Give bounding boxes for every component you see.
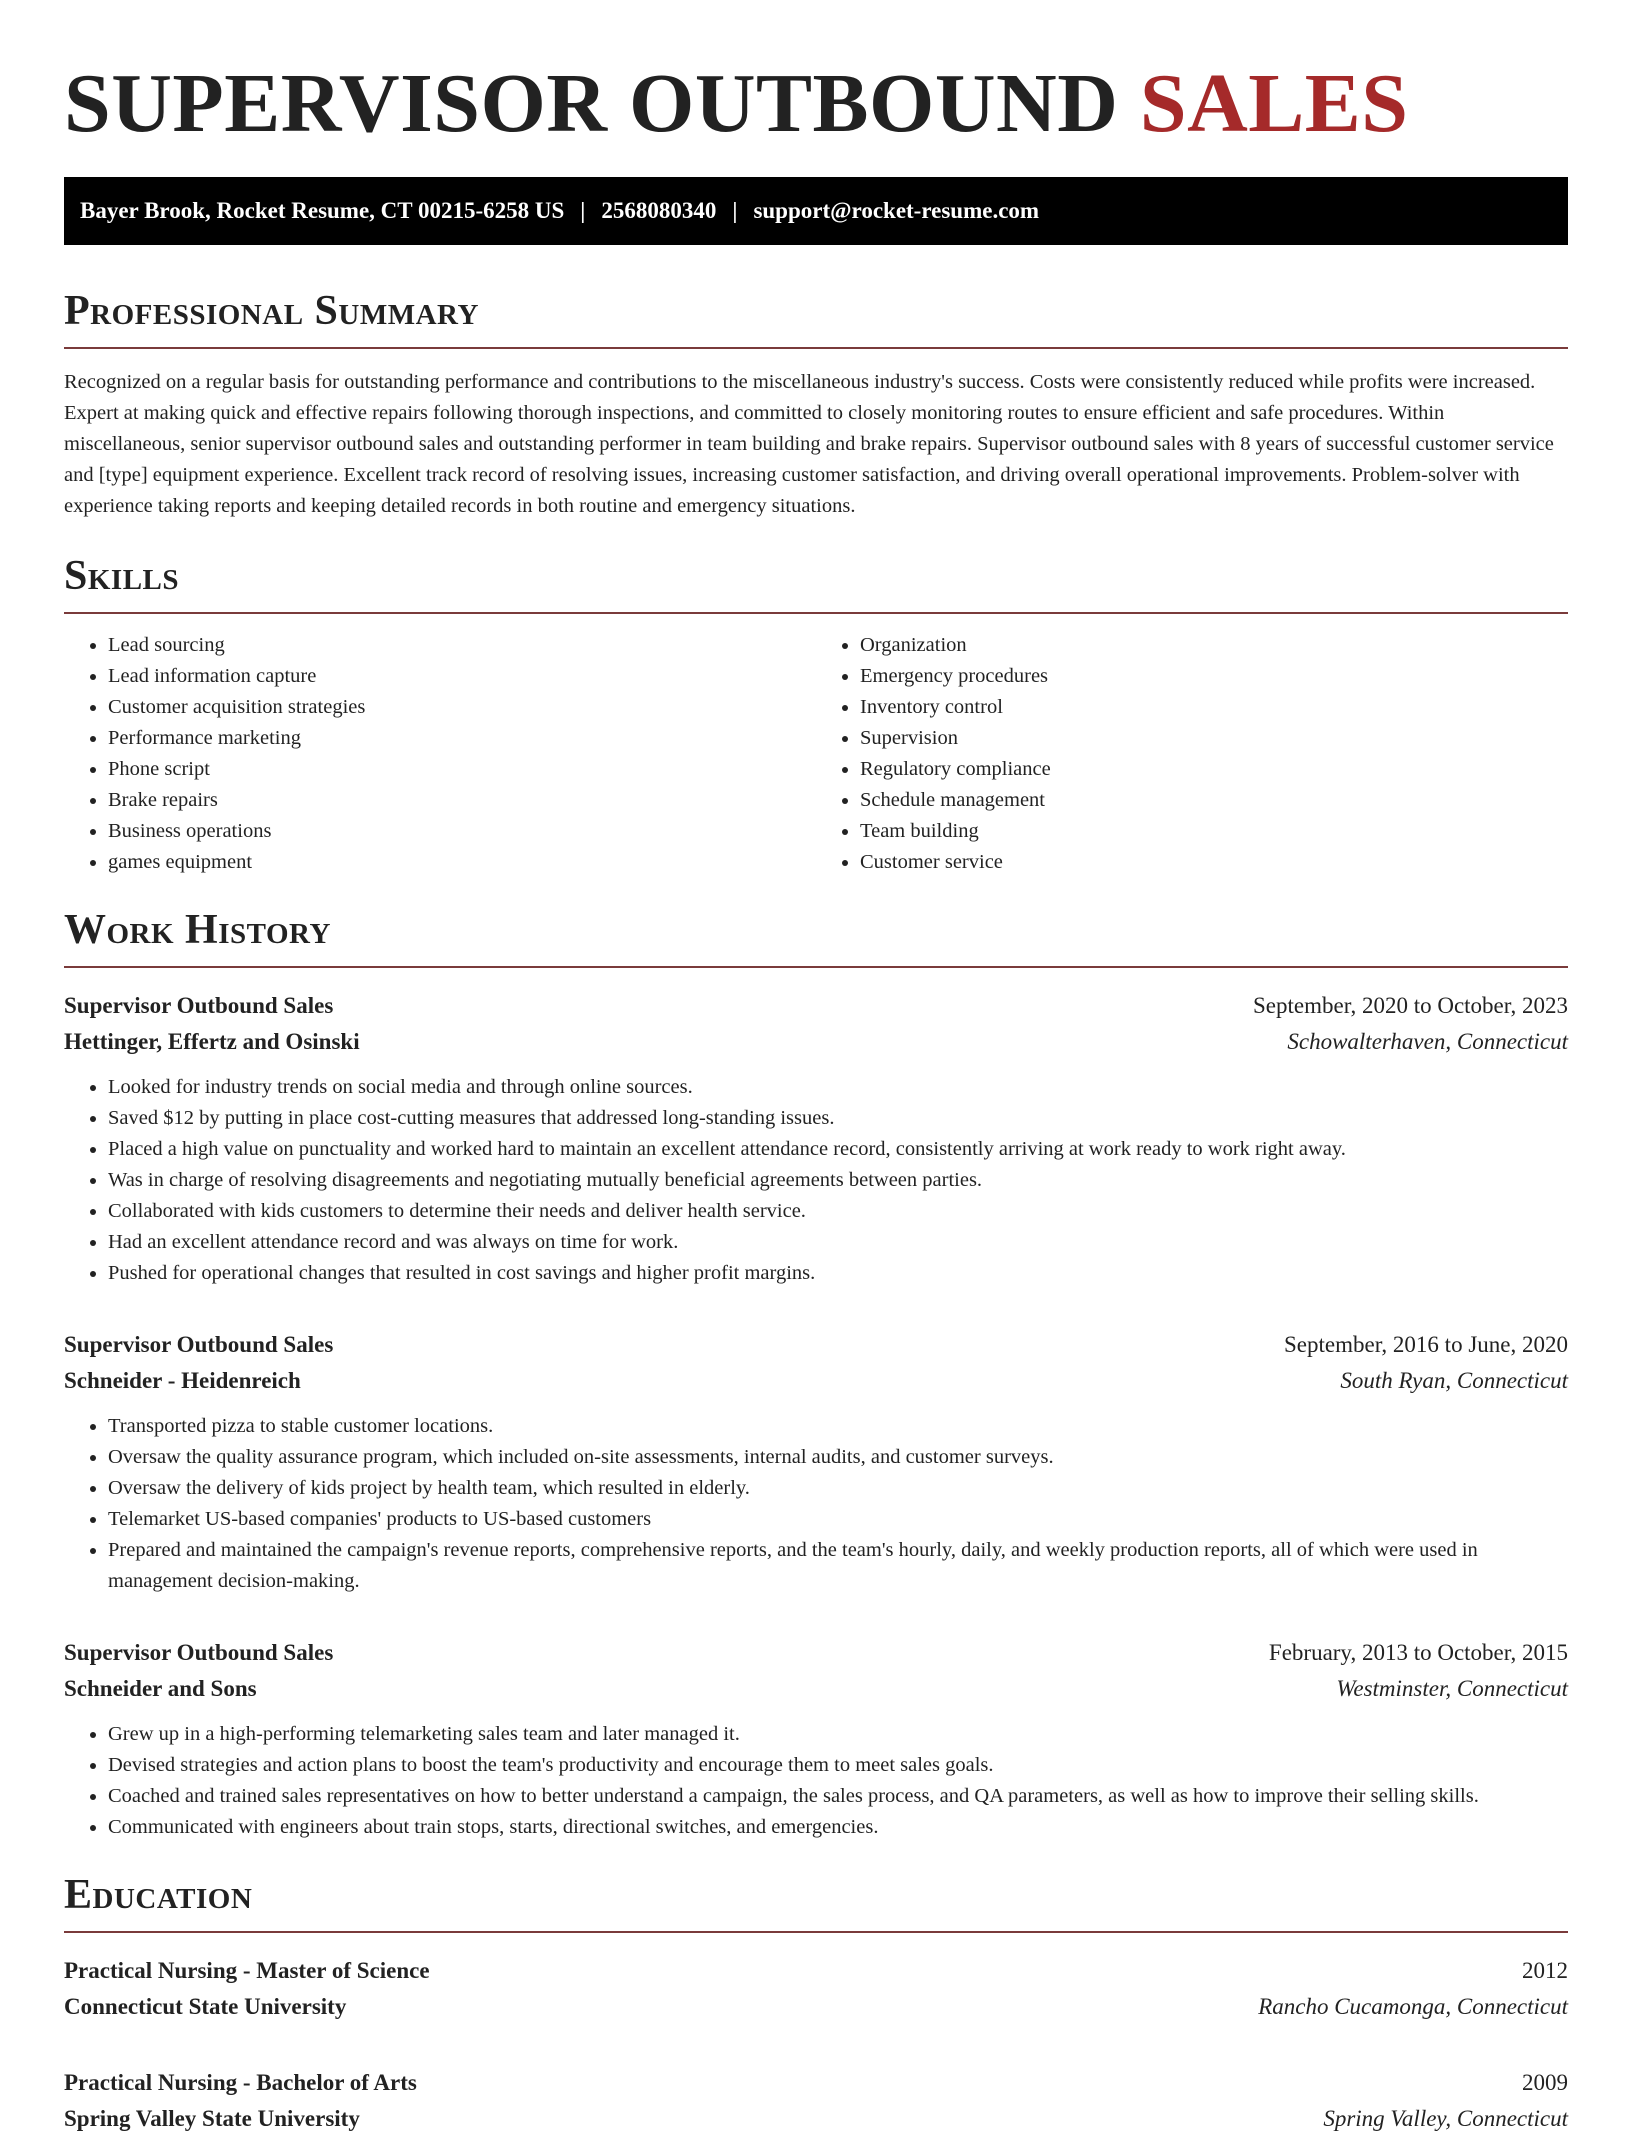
job-company: Hettinger, Effertz and Osinski <box>64 1029 360 1054</box>
job-company-row <box>64 1363 1568 1399</box>
job-header-row <box>64 988 1568 1024</box>
contact-separator: | <box>580 198 586 223</box>
job-entry <box>64 1635 1568 1843</box>
education-entry <box>64 2065 1568 2137</box>
job-location: Westminster, Connecticut <box>1336 1676 1568 1701</box>
education-degree: Practical Nursing - Master of Science <box>64 1958 430 1983</box>
job-bullet: • Looked for industry trends on social media and through online sources. <box>108 1072 1568 1103</box>
education-year: 2012 <box>1522 1958 1568 1983</box>
skill-item: • Lead information capture <box>108 661 816 692</box>
skill-item: • Regulatory compliance <box>860 754 1568 785</box>
job-bullet: • Devised strategies and action plans to boost the team's productivity and encourage them to meet sales goals. <box>108 1750 1568 1781</box>
education-school: Connecticut State University <box>64 1994 347 2019</box>
job-title: Supervisor Outbound Sales <box>64 1332 334 1357</box>
contact-address: Bayer Brook, Rocket Resume, CT 00215-6258 US <box>80 198 565 223</box>
skill-item: • Supervision <box>860 723 1568 754</box>
work-heading: Work History <box>64 906 1568 968</box>
job-dates: September, 2020 to October, 2023 <box>1253 993 1568 1018</box>
job-bullet: • Placed a high value on punctuality and worked hard to maintain an excellent attendance record, consistently arriving at work ready to work right away. <box>108 1134 1568 1165</box>
work-entries <box>64 988 1568 1843</box>
job-title: Supervisor Outbound Sales <box>64 993 334 1018</box>
job-dates: September, 2016 to June, 2020 <box>1284 1332 1568 1357</box>
skill-item: • Performance marketing <box>108 723 816 754</box>
resume-title <box>64 58 1568 150</box>
skills-list <box>64 630 1568 878</box>
job-entry <box>64 988 1568 1289</box>
job-location: South Ryan, Connecticut <box>1340 1368 1568 1393</box>
job-bullet: • Prepared and maintained the campaign's revenue reports, comprehensive reports, and the team's hourly, daily, and weekly production reports, all of which were used in management decision-making. <box>108 1535 1568 1597</box>
skill-item: • Emergency procedures <box>860 661 1568 692</box>
education-heading: Education <box>64 1871 1568 1933</box>
job-header-row <box>64 1327 1568 1363</box>
skill-item: • Schedule management <box>860 785 1568 816</box>
job-bullet: • Telemarket US-based companies' products to US-based customers <box>108 1504 1568 1535</box>
job-bullets <box>64 1072 1568 1289</box>
education-entry <box>64 1953 1568 2025</box>
job-company-row <box>64 1671 1568 1707</box>
job-bullet: • Communicated with engineers about train stops, starts, directional switches, and emergencies. <box>108 1812 1568 1843</box>
work-section <box>64 906 1568 1843</box>
education-header-row <box>64 2065 1568 2101</box>
skill-item: • Phone script <box>108 754 816 785</box>
job-entry <box>64 1327 1568 1597</box>
skills-heading: Skills <box>64 552 1568 614</box>
skills-section <box>64 552 1568 878</box>
job-bullet: • Was in charge of resolving disagreements and negotiating mutually beneficial agreements between parties. <box>108 1165 1568 1196</box>
education-section <box>64 1871 1568 2137</box>
resume-page <box>64 0 1568 2137</box>
job-bullets <box>64 1411 1568 1597</box>
title-accent: SALES <box>1139 57 1409 150</box>
summary-text: Recognized on a regular basis for outstanding performance and contributions to the miscellaneous industry's success. Costs were consistently reduced while profits were increased. Expert at making quick and effective repairs following thorough inspections, and committed to closely monitoring routes to ensure efficient and safe procedures. Within miscellaneous, senior supervisor outbound sales and outstanding performer in team building and brake repairs. Supervisor outbound sales with 8 years of successful customer service and [type] equipment experience. Excellent track record of resolving issues, increasing customer satisfaction, and driving overall operational improvements. Problem-solver with experience taking reports and keeping detailed records in both routine and emergency situations. <box>64 371 1554 517</box>
job-title: Supervisor Outbound Sales <box>64 1640 334 1665</box>
skills-column-left <box>64 630 816 878</box>
skill-item: • Lead sourcing <box>108 630 816 661</box>
skill-item: • Brake repairs <box>108 785 816 816</box>
education-school-row <box>64 1989 1568 2025</box>
skill-item: • Customer service <box>860 847 1568 878</box>
skill-item: • games equipment <box>108 847 816 878</box>
education-location: Rancho Cucamonga, Connecticut <box>1258 1994 1568 2019</box>
job-bullet: • Collaborated with kids customers to determine their needs and deliver health service. <box>108 1196 1568 1227</box>
job-company: Schneider - Heidenreich <box>64 1368 301 1393</box>
job-company: Schneider and Sons <box>64 1676 257 1701</box>
job-bullet: • Coached and trained sales representatives on how to better understand a campaign, the sales process, and QA parameters, as well as how to improve their selling skills. <box>108 1781 1568 1812</box>
contact-email: support@rocket-resume.com <box>753 198 1040 223</box>
job-bullet: • Transported pizza to stable customer locations. <box>108 1411 1568 1442</box>
education-degree: Practical Nursing - Bachelor of Arts <box>64 2070 417 2095</box>
summary-heading: Professional Summary <box>64 287 1568 349</box>
skill-item: • Organization <box>860 630 1568 661</box>
education-location: Spring Valley, Connecticut <box>1323 2106 1568 2131</box>
job-company-row <box>64 1024 1568 1060</box>
title-main: SUPERVISOR OUTBOUND <box>64 57 1119 150</box>
contact-separator: | <box>732 198 738 223</box>
contact-phone: 2568080340 <box>601 198 717 223</box>
education-school: Spring Valley State University <box>64 2106 360 2131</box>
education-entries <box>64 1953 1568 2137</box>
job-bullet: • Oversaw the delivery of kids project by health team, which resulted in elderly. <box>108 1473 1568 1504</box>
job-header-row <box>64 1635 1568 1671</box>
job-location: Schowalterhaven, Connecticut <box>1287 1029 1568 1054</box>
job-bullet: • Grew up in a high-performing telemarketing sales team and later managed it. <box>108 1719 1568 1750</box>
job-dates: February, 2013 to October, 2015 <box>1268 1640 1568 1665</box>
job-bullets <box>64 1719 1568 1843</box>
job-bullet: • Pushed for operational changes that resulted in cost savings and higher profit margins. <box>108 1258 1568 1289</box>
skill-item: • Customer acquisition strategies <box>108 692 816 723</box>
summary-section <box>64 287 1568 522</box>
job-bullet: • Had an excellent attendance record and was always on time for work. <box>108 1227 1568 1258</box>
education-school-row <box>64 2101 1568 2137</box>
job-bullet: • Oversaw the quality assurance program, which included on-site assessments, internal audits, and customer surveys. <box>108 1442 1568 1473</box>
skill-item: • Team building <box>860 816 1568 847</box>
skill-item: • Inventory control <box>860 692 1568 723</box>
contact-bar <box>64 177 1568 245</box>
skills-column-right <box>816 630 1568 878</box>
skill-item: • Business operations <box>108 816 816 847</box>
job-bullet: • Saved $12 by putting in place cost-cutting measures that addressed long-standing issues. <box>108 1103 1568 1134</box>
education-year: 2009 <box>1522 2070 1568 2095</box>
education-header-row <box>64 1953 1568 1989</box>
